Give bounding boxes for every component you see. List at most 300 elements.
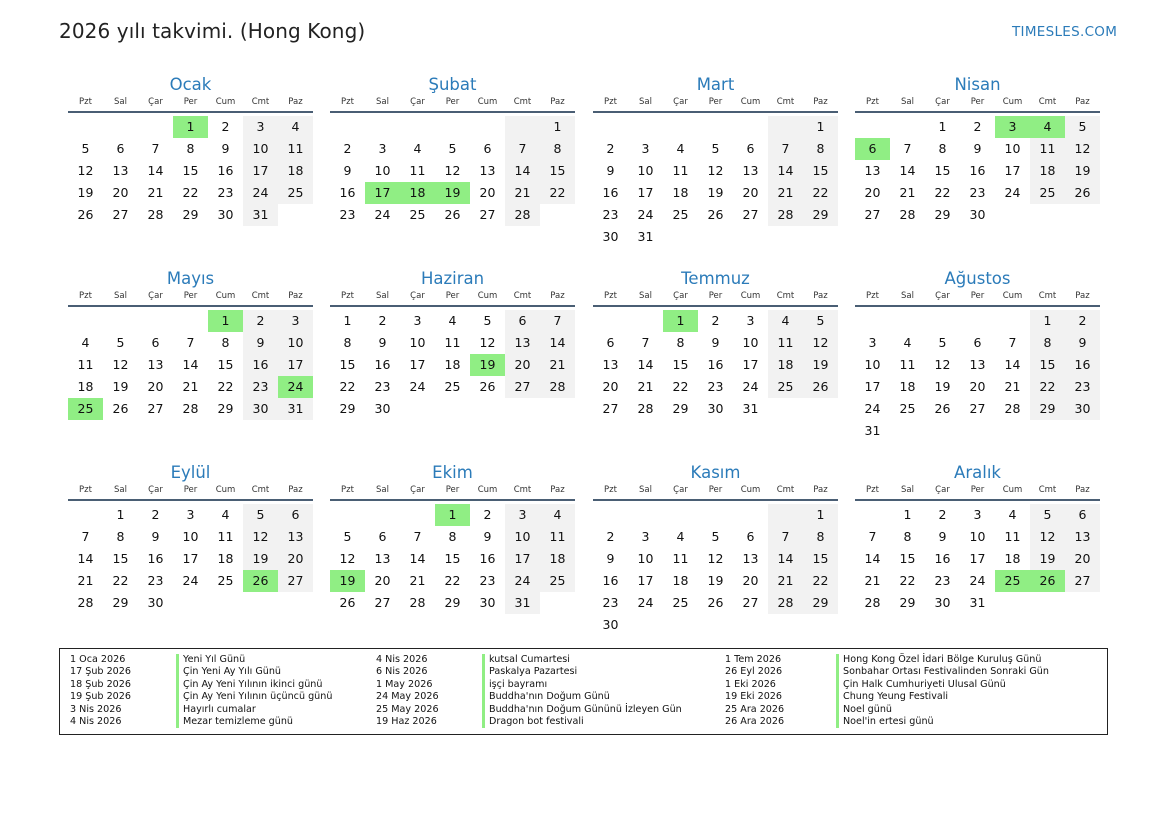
day-cell: 17 (637, 573, 654, 588)
holiday-name: Yeni Yıl Günü (183, 654, 246, 665)
day-cell: 16 (339, 185, 356, 200)
weekday-header (68, 288, 313, 305)
day-cell: 23 (147, 573, 164, 588)
empty-cell (698, 116, 733, 138)
day-cell: 29 (217, 401, 234, 416)
day-cell: 17 (278, 354, 313, 376)
day-cell: 9 (221, 141, 230, 156)
day-cell: 4 (81, 335, 90, 350)
day-cell: 26 (444, 207, 461, 222)
day-cell: 10 (1004, 141, 1021, 156)
day-cell: 8 (343, 335, 352, 350)
day-cell: 14 (505, 160, 540, 182)
empty-cell (138, 310, 173, 332)
day-cell: 21 (899, 185, 916, 200)
day-grid (68, 504, 313, 614)
month-title: Ekim (432, 463, 473, 482)
day-cell: 23 (707, 379, 724, 394)
weekday-header (855, 288, 1100, 305)
month-title: Mart (696, 75, 735, 94)
day-cell: 2 (243, 310, 278, 332)
day-cell: 24 (1004, 185, 1021, 200)
holiday-date: 1 Tem 2026 (725, 654, 782, 665)
weekday-label: Cum (1002, 291, 1023, 301)
day-cell: 9 (243, 332, 278, 354)
day-cell: 18 (278, 160, 313, 182)
day-cell: 1 (803, 504, 838, 526)
day-cell: 18 (77, 379, 94, 394)
day-cell: 30 (602, 229, 619, 244)
weekday-label: Per (183, 97, 198, 107)
weekday-label: Cum (740, 485, 761, 495)
weekday-label: Çar (148, 97, 163, 107)
day-cell: 9 (483, 529, 492, 544)
weekday-label: Çar (673, 291, 688, 301)
day-cell: 11 (672, 163, 689, 178)
holiday-name: işçi bayramı (489, 678, 548, 690)
holiday-name: Hayırlı cumalar (183, 703, 256, 715)
day-cell: 18 (768, 354, 803, 376)
day-cell: 30 (934, 595, 951, 610)
weekday-header (855, 94, 1100, 111)
day-grid (68, 116, 313, 226)
day-cell: 4 (676, 529, 685, 544)
day-cell: 23 (934, 573, 951, 588)
day-cell: 15 (672, 357, 689, 372)
empty-cell (628, 310, 663, 332)
holiday-name: Buddha'nın Doğum Günü (489, 691, 610, 703)
month-title: Haziran (420, 269, 485, 288)
day-cell: 15 (339, 357, 356, 372)
day-cell: 16 (969, 163, 986, 178)
holiday-day: 6 (855, 138, 890, 160)
holiday-date: 18 Şub 2026 (70, 678, 131, 690)
day-cell: 1 (803, 116, 838, 138)
day-cell: 25 (409, 207, 426, 222)
brand-link[interactable]: TIMESLES.COM (1012, 24, 1118, 40)
day-cell: 17 (742, 357, 759, 372)
weekday-label: Çar (410, 97, 425, 107)
day-cell: 11 (278, 138, 313, 160)
day-grid (593, 310, 838, 420)
day-cell: 9 (606, 163, 615, 178)
day-cell: 14 (182, 357, 199, 372)
day-cell: 16 (934, 551, 951, 566)
weekday-label: Pzt (341, 291, 354, 301)
weekday-label: Pzt (866, 97, 879, 107)
day-cell: 15 (444, 551, 461, 566)
day-cell: 9 (1065, 332, 1100, 354)
month-calendar (593, 73, 838, 248)
holiday-day: 1 (663, 310, 698, 332)
day-cell: 21 (147, 185, 164, 200)
day-cell: 1 (540, 116, 575, 138)
holiday-name: kutsal Cumartesi (489, 654, 570, 665)
day-cell: 2 (343, 141, 352, 156)
day-cell: 25 (278, 182, 313, 204)
empty-cell (960, 310, 995, 332)
day-cell: 11 (444, 335, 461, 350)
weekday-label: Sal (376, 291, 389, 301)
empty-cell (890, 116, 925, 138)
holiday-date: 24 May 2026 (376, 691, 439, 703)
day-cell: 11 (217, 529, 234, 544)
day-cell: 2 (151, 507, 160, 522)
day-cell: 24 (637, 207, 654, 222)
day-cell: 20 (147, 379, 164, 394)
day-cell: 7 (641, 335, 650, 350)
holiday-day: 3 (995, 116, 1030, 138)
day-cell: 17 (182, 551, 199, 566)
day-cell: 9 (151, 529, 160, 544)
day-cell: 10 (864, 357, 881, 372)
day-cell: 1 (938, 119, 947, 134)
holiday-name: Noel günü (843, 703, 892, 715)
day-cell: 24 (505, 570, 540, 592)
day-cell: 5 (938, 335, 947, 350)
day-cell: 29 (1030, 398, 1065, 420)
holiday-date: 17 Şub 2026 (70, 666, 131, 678)
holiday-day: 1 (435, 504, 470, 526)
day-cell: 22 (899, 573, 916, 588)
weekday-label: Cmt (776, 485, 795, 495)
day-cell: 20 (864, 185, 881, 200)
day-cell: 13 (479, 163, 496, 178)
day-cell: 14 (409, 551, 426, 566)
weekday-label: Pzt (341, 97, 354, 107)
empty-cell (505, 116, 540, 138)
day-cell: 8 (1030, 332, 1065, 354)
day-cell: 30 (969, 207, 986, 222)
holiday-name: Chung Yeung Festivali (843, 691, 949, 703)
day-cell: 8 (221, 335, 230, 350)
weekday-label: Sal (901, 97, 914, 107)
day-cell: 5 (1065, 116, 1100, 138)
empty-cell (68, 310, 103, 332)
day-cell: 11 (1030, 138, 1065, 160)
day-cell: 28 (77, 595, 94, 610)
day-cell: 11 (540, 526, 575, 548)
day-cell: 22 (339, 379, 356, 394)
day-cell: 4 (676, 141, 685, 156)
weekday-label: Cmt (513, 291, 532, 301)
day-cell: 20 (278, 548, 313, 570)
holiday-name: Buddha'nın Doğum Gününü İzleyen Gün (489, 703, 682, 715)
day-cell: 15 (803, 548, 838, 570)
header-rule (330, 305, 575, 307)
day-cell: 9 (378, 335, 387, 350)
day-cell: 31 (742, 401, 759, 416)
day-cell: 20 (479, 185, 496, 200)
day-cell: 3 (505, 504, 540, 526)
day-cell: 9 (711, 335, 720, 350)
day-cell: 17 (969, 551, 986, 566)
month-calendar (855, 461, 1100, 614)
day-cell: 21 (409, 573, 426, 588)
day-cell: 10 (742, 335, 759, 350)
day-cell: 25 (217, 573, 234, 588)
day-cell: 10 (505, 526, 540, 548)
day-cell: 28 (768, 592, 803, 614)
day-cell: 5 (711, 529, 720, 544)
day-cell: 5 (448, 141, 457, 156)
month-title: Eylül (170, 463, 211, 482)
weekday-label: Per (445, 485, 460, 495)
weekday-header (330, 288, 575, 305)
day-cell: 27 (479, 207, 496, 222)
empty-cell (365, 116, 400, 138)
day-cell: 10 (409, 335, 426, 350)
day-cell: 3 (641, 141, 650, 156)
day-cell: 6 (151, 335, 160, 350)
header-rule (330, 499, 575, 501)
weekday-header (593, 482, 838, 499)
empty-cell (593, 310, 628, 332)
day-cell: 19 (707, 573, 724, 588)
day-cell: 24 (637, 595, 654, 610)
weekday-label: Sal (114, 485, 127, 495)
day-cell: 26 (803, 376, 838, 398)
day-cell: 20 (742, 185, 759, 200)
day-cell: 11 (899, 357, 916, 372)
day-cell: 6 (116, 141, 125, 156)
empty-cell (435, 116, 470, 138)
weekday-label: Pzt (341, 485, 354, 495)
weekday-label: Çar (148, 485, 163, 495)
day-cell: 15 (1030, 354, 1065, 376)
weekday-label: Sal (114, 291, 127, 301)
day-cell: 12 (444, 163, 461, 178)
day-cell: 3 (973, 507, 982, 522)
day-cell: 14 (637, 357, 654, 372)
day-cell: 20 (112, 185, 129, 200)
day-cell: 22 (803, 570, 838, 592)
empty-cell (628, 504, 663, 526)
weekday-label: Per (970, 97, 985, 107)
day-cell: 27 (147, 401, 164, 416)
month-title: Nisan (954, 75, 1001, 94)
day-cell: 12 (803, 332, 838, 354)
day-cell: 2 (1065, 310, 1100, 332)
day-cell: 19 (77, 185, 94, 200)
day-grid (855, 116, 1100, 226)
header-rule (855, 111, 1100, 113)
day-cell: 12 (112, 357, 129, 372)
empty-cell (173, 310, 208, 332)
holiday-date: 6 Nis 2026 (376, 666, 428, 678)
day-cell: 7 (1008, 335, 1017, 350)
day-cell: 29 (112, 595, 129, 610)
day-cell: 21 (182, 379, 199, 394)
holiday-date: 25 May 2026 (376, 703, 439, 715)
day-cell: 23 (969, 185, 986, 200)
holiday-name: Çin Ay Yeni Yılının ikinci günü (183, 678, 323, 690)
day-cell: 7 (868, 529, 877, 544)
holiday-date: 19 Eki 2026 (725, 691, 783, 703)
day-cell: 3 (413, 313, 422, 328)
day-cell: 29 (672, 401, 689, 416)
empty-cell (593, 116, 628, 138)
weekday-label: Çar (148, 291, 163, 301)
holiday-day: 19 (330, 570, 365, 592)
day-cell: 8 (448, 529, 457, 544)
day-cell: 18 (672, 573, 689, 588)
day-cell: 13 (742, 163, 759, 178)
day-cell: 15 (112, 551, 129, 566)
weekday-label: Per (445, 97, 460, 107)
day-cell: 1 (1030, 310, 1065, 332)
weekday-header (855, 482, 1100, 499)
day-cell: 12 (707, 551, 724, 566)
empty-cell (768, 116, 803, 138)
day-cell: 23 (479, 573, 496, 588)
day-cell: 28 (637, 401, 654, 416)
day-cell: 6 (606, 335, 615, 350)
day-cell: 6 (505, 310, 540, 332)
weekday-label: Paz (1075, 97, 1090, 107)
header-rule (855, 305, 1100, 307)
day-cell: 23 (602, 207, 619, 222)
day-cell: 5 (711, 141, 720, 156)
day-cell: 6 (483, 141, 492, 156)
holiday-day: 4 (1030, 116, 1065, 138)
day-cell: 20 (602, 379, 619, 394)
day-cell: 28 (505, 204, 540, 226)
day-cell: 21 (505, 182, 540, 204)
day-cell: 5 (803, 310, 838, 332)
empty-cell (365, 504, 400, 526)
day-cell: 17 (409, 357, 426, 372)
day-cell: 21 (637, 379, 654, 394)
day-cell: 31 (505, 592, 540, 614)
empty-cell (733, 504, 768, 526)
header-rule (68, 111, 313, 113)
header-rule (68, 305, 313, 307)
month-title: Ağustos (944, 269, 1011, 288)
day-cell: 9 (606, 551, 615, 566)
weekday-label: Pzt (604, 291, 617, 301)
day-cell: 18 (540, 548, 575, 570)
month-calendar (330, 461, 575, 614)
day-cell: 22 (672, 379, 689, 394)
day-cell: 7 (151, 141, 160, 156)
day-cell: 6 (378, 529, 387, 544)
weekday-label: Per (183, 291, 198, 301)
holiday-day: 26 (1030, 570, 1065, 592)
day-cell: 10 (637, 163, 654, 178)
weekday-label: Cum (477, 97, 498, 107)
day-cell: 13 (1065, 526, 1100, 548)
day-cell: 4 (221, 507, 230, 522)
day-cell: 17 (637, 185, 654, 200)
day-cell: 18 (1004, 551, 1021, 566)
weekday-label: Paz (288, 485, 303, 495)
day-cell: 15 (217, 357, 234, 372)
weekday-label: Pzt (79, 97, 92, 107)
weekday-label: Çar (935, 97, 950, 107)
day-cell: 13 (112, 163, 129, 178)
day-cell: 14 (864, 551, 881, 566)
month-calendar (855, 73, 1100, 226)
weekday-label: Sal (639, 485, 652, 495)
day-cell: 24 (864, 401, 881, 416)
day-cell: 2 (938, 507, 947, 522)
day-cell: 31 (243, 204, 278, 226)
weekday-label: Paz (288, 291, 303, 301)
empty-cell (855, 310, 890, 332)
header-rule (855, 499, 1100, 501)
day-cell: 31 (969, 595, 986, 610)
day-cell: 21 (1004, 379, 1021, 394)
month-calendar (330, 73, 575, 226)
day-cell: 13 (374, 551, 391, 566)
empty-cell (330, 116, 365, 138)
day-cell: 21 (768, 182, 803, 204)
day-cell: 16 (374, 357, 391, 372)
day-cell: 12 (243, 526, 278, 548)
holiday-list (59, 648, 1108, 735)
day-grid (330, 504, 575, 614)
weekday-label: Cum (215, 291, 236, 301)
weekday-label: Paz (813, 97, 828, 107)
day-cell: 8 (186, 141, 195, 156)
empty-cell (400, 116, 435, 138)
day-cell: 9 (973, 141, 982, 156)
page-title: 2026 yılı takvimi. (Hong Kong) (59, 19, 366, 43)
month-calendar (330, 267, 575, 420)
holiday-date-column (725, 654, 784, 728)
day-cell: 14 (768, 160, 803, 182)
weekday-label: Cum (1002, 485, 1023, 495)
day-cell: 14 (147, 163, 164, 178)
holiday-name: Mezar temizleme günü (183, 715, 293, 727)
weekday-label: Paz (1075, 485, 1090, 495)
day-cell: 8 (676, 335, 685, 350)
day-cell: 10 (969, 529, 986, 544)
empty-cell (330, 504, 365, 526)
day-cell: 19 (803, 354, 838, 376)
header-rule (593, 305, 838, 307)
day-cell: 12 (479, 335, 496, 350)
day-cell: 8 (803, 138, 838, 160)
day-cell: 13 (147, 357, 164, 372)
day-cell: 16 (147, 551, 164, 566)
day-cell: 8 (803, 526, 838, 548)
weekday-label: Çar (410, 485, 425, 495)
empty-cell (138, 116, 173, 138)
day-cell: 14 (77, 551, 94, 566)
empty-cell (733, 116, 768, 138)
weekday-label: Cum (215, 97, 236, 107)
weekday-label: Cum (740, 97, 761, 107)
day-cell: 30 (479, 595, 496, 610)
day-cell: 27 (1065, 570, 1100, 592)
day-cell: 3 (641, 529, 650, 544)
day-cell: 28 (182, 401, 199, 416)
holiday-date: 3 Nis 2026 (70, 703, 122, 715)
empty-cell (663, 504, 698, 526)
weekday-label: Cmt (1038, 485, 1057, 495)
day-cell: 19 (243, 548, 278, 570)
holiday-name-column (836, 654, 1049, 728)
weekday-label: Sal (901, 291, 914, 301)
day-cell: 4 (903, 335, 912, 350)
month-calendar (593, 461, 838, 636)
month-title: Şubat (428, 75, 477, 94)
weekday-label: Cmt (513, 97, 532, 107)
day-cell: 27 (969, 401, 986, 416)
day-cell: 16 (243, 354, 278, 376)
